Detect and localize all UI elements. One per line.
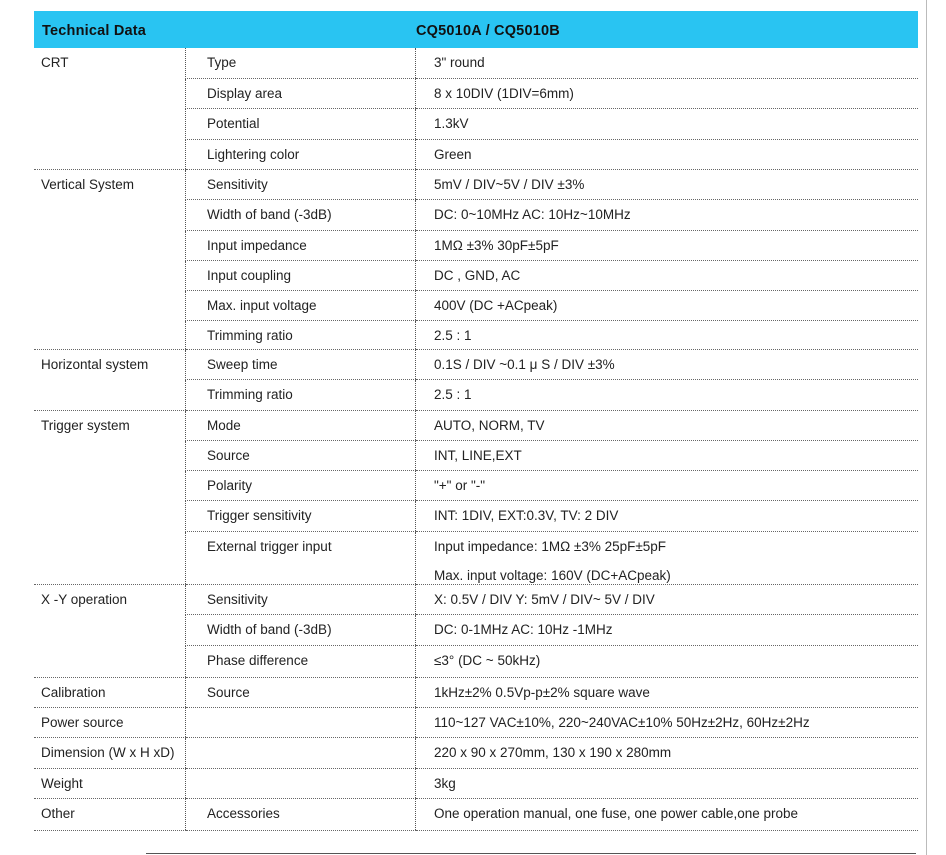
value-cell xyxy=(416,470,919,500)
spec-row xyxy=(34,78,918,108)
param-label: Type xyxy=(207,55,237,70)
spec-row xyxy=(34,108,918,139)
group-name: Calibration xyxy=(41,684,106,700)
value-cell xyxy=(416,108,919,139)
value-text: 400V (DC +ACpeak) xyxy=(434,297,558,313)
group-cell xyxy=(34,531,186,584)
table-header xyxy=(34,11,918,48)
param-label xyxy=(207,769,415,776)
param-label: Max. input voltage xyxy=(207,297,317,313)
group-cell xyxy=(34,500,186,531)
value-cell xyxy=(416,260,919,290)
param-cell xyxy=(186,768,416,798)
param-cell xyxy=(186,707,416,737)
value-text-secondary: Max. input voltage: 160V (DC+ACpeak) xyxy=(434,567,671,583)
spec-row xyxy=(34,379,918,410)
value-cell xyxy=(416,199,919,230)
param-cell xyxy=(186,614,416,645)
param-label: Polarity xyxy=(207,477,253,493)
group-cell xyxy=(34,349,186,379)
group-cell xyxy=(34,139,186,169)
param-label: Source xyxy=(207,684,250,700)
value-cell xyxy=(416,230,919,260)
param-label: Width of band (-3dB) xyxy=(207,621,332,637)
param-cell xyxy=(186,410,416,440)
value-cell xyxy=(416,531,919,584)
param-cell xyxy=(186,290,416,320)
param-label: Input impedance xyxy=(207,237,307,253)
value-cell xyxy=(416,707,919,737)
param-cell xyxy=(186,440,416,470)
param-label: Trigger sensitivity xyxy=(207,507,312,523)
spec-row xyxy=(34,584,918,614)
value-cell xyxy=(416,737,919,768)
param-label xyxy=(207,708,415,715)
value-text: INT, LINE,EXT xyxy=(434,447,522,463)
value-cell xyxy=(416,584,919,614)
group-name: CRT xyxy=(41,55,69,70)
group-cell xyxy=(34,584,186,614)
param-label: Display area xyxy=(207,85,283,101)
param-cell xyxy=(186,470,416,500)
value-cell xyxy=(416,139,919,169)
group-cell xyxy=(34,410,186,440)
group-cell xyxy=(34,645,186,677)
group-name: Dimension (W x H xD) xyxy=(41,744,175,760)
spec-row xyxy=(34,677,918,707)
spec-row xyxy=(34,614,918,645)
value-text: X: 0.5V / DIV Y: 5mV / DIV~ 5V / DIV xyxy=(434,591,655,607)
spec-table xyxy=(34,48,918,831)
spec-row xyxy=(34,798,918,830)
param-label: Sensitivity xyxy=(207,591,268,607)
param-cell xyxy=(186,78,416,108)
value-text: 110~127 VAC±10%, 220~240VAC±10% 50Hz±2Hz, 60Hz±2Hz xyxy=(434,714,810,730)
value-cell xyxy=(416,48,919,78)
spec-row xyxy=(34,48,918,78)
group-cell xyxy=(34,108,186,139)
value-text: 2.5 : 1 xyxy=(434,327,472,343)
param-cell xyxy=(186,199,416,230)
param-cell xyxy=(186,645,416,677)
value-text: 8 x 10DIV (1DIV=6mm) xyxy=(434,85,574,101)
param-cell xyxy=(186,584,416,614)
param-label: Mode xyxy=(207,417,241,433)
group-cell xyxy=(34,614,186,645)
spec-row xyxy=(34,707,918,737)
group-name: Weight xyxy=(41,775,83,791)
param-cell xyxy=(186,108,416,139)
value-text: One operation manual, one fuse, one power cable,one probe xyxy=(434,805,799,821)
value-text: Input impedance: 1MΩ ±3% 25pF±5pF xyxy=(434,538,667,554)
group-cell xyxy=(34,768,186,798)
value-cell xyxy=(416,645,919,677)
group-cell xyxy=(34,230,186,260)
value-cell xyxy=(416,614,919,645)
group-cell xyxy=(34,798,186,830)
value-text: 1kHz±2% 0.5Vp-p±2% square wave xyxy=(434,684,650,700)
group-cell xyxy=(34,48,186,78)
value-text: "+" or "-" xyxy=(434,477,486,493)
value-cell xyxy=(416,169,919,199)
group-cell xyxy=(34,707,186,737)
group-cell xyxy=(34,169,186,199)
page-edge-rule xyxy=(926,0,927,855)
param-label xyxy=(207,738,415,745)
value-cell xyxy=(416,290,919,320)
value-cell xyxy=(416,677,919,707)
value-text: INT: 1DIV, EXT:0.3V, TV: 2 DIV xyxy=(434,507,619,523)
value-cell xyxy=(416,320,919,349)
group-cell xyxy=(34,199,186,230)
param-cell xyxy=(186,320,416,349)
group-cell xyxy=(34,78,186,108)
group-name: Power source xyxy=(41,714,124,730)
value-cell xyxy=(416,440,919,470)
technical-data-sheet xyxy=(34,11,918,831)
param-label: Trimming ratio xyxy=(207,386,293,402)
param-cell xyxy=(186,139,416,169)
value-text: DC: 0-1MHz AC: 10Hz -1MHz xyxy=(434,621,613,637)
value-cell xyxy=(416,349,919,379)
param-cell xyxy=(186,169,416,199)
param-label: Lightering color xyxy=(207,146,300,162)
spec-row xyxy=(34,230,918,260)
group-name: Trigger system xyxy=(41,417,130,433)
group-name: Other xyxy=(41,805,75,821)
group-cell xyxy=(34,677,186,707)
param-cell xyxy=(186,48,416,78)
param-cell xyxy=(186,230,416,260)
value-text: ≤3° (DC ~ 50kHz) xyxy=(434,652,541,668)
spec-row xyxy=(34,470,918,500)
param-label: Potential xyxy=(207,115,260,131)
value-text: 1.3kV xyxy=(434,115,469,131)
spec-row xyxy=(34,500,918,531)
value-text: 5mV / DIV~5V / DIV ±3% xyxy=(434,176,585,192)
param-cell xyxy=(186,737,416,768)
spec-row xyxy=(34,349,918,379)
spec-row xyxy=(34,645,918,677)
value-text: 220 x 90 x 270mm, 130 x 190 x 280mm xyxy=(434,744,672,760)
param-cell xyxy=(186,500,416,531)
spec-row xyxy=(34,199,918,230)
header-model: CQ5010A / CQ5010B xyxy=(416,23,560,39)
group-cell xyxy=(34,470,186,500)
group-cell xyxy=(34,379,186,410)
value-text: 1MΩ ±3% 30pF±5pF xyxy=(434,237,559,253)
param-label: Width of band (-3dB) xyxy=(207,206,332,222)
value-text: DC: 0~10MHz AC: 10Hz~10MHz xyxy=(434,206,631,222)
spec-row xyxy=(34,440,918,470)
param-cell xyxy=(186,349,416,379)
group-cell xyxy=(34,290,186,320)
group-cell xyxy=(34,320,186,349)
group-name: Vertical System xyxy=(41,176,135,192)
value-text: Green xyxy=(434,146,472,162)
param-label: Sensitivity xyxy=(207,176,268,192)
param-label: External trigger input xyxy=(207,538,332,554)
table-bottom-rule xyxy=(146,853,916,854)
param-label: Input coupling xyxy=(207,267,292,283)
value-cell xyxy=(416,379,919,410)
spec-row xyxy=(34,260,918,290)
group-name: Horizontal system xyxy=(41,356,149,372)
value-text: 3kg xyxy=(434,775,456,791)
spec-row xyxy=(34,169,918,199)
param-cell xyxy=(186,260,416,290)
param-label: Source xyxy=(207,447,250,463)
value-text: AUTO, NORM, TV xyxy=(434,417,545,433)
spec-row xyxy=(34,290,918,320)
spec-row xyxy=(34,531,918,584)
value-cell xyxy=(416,78,919,108)
value-cell xyxy=(416,798,919,830)
value-cell xyxy=(416,410,919,440)
param-label: Trimming ratio xyxy=(207,327,293,343)
param-cell xyxy=(186,531,416,584)
param-label: Sweep time xyxy=(207,356,278,372)
header-technical-data: Technical Data xyxy=(42,23,147,39)
value-text: DC , GND, AC xyxy=(434,267,521,283)
value-cell xyxy=(416,500,919,531)
param-cell xyxy=(186,379,416,410)
param-cell xyxy=(186,798,416,830)
param-label: Phase difference xyxy=(207,652,309,668)
value-text: 0.1S / DIV ~0.1 μ S / DIV ±3% xyxy=(434,356,615,372)
group-cell xyxy=(34,260,186,290)
spec-row xyxy=(34,320,918,349)
spec-row xyxy=(34,139,918,169)
param-cell xyxy=(186,677,416,707)
group-cell xyxy=(34,737,186,768)
param-label: Accessories xyxy=(207,805,280,821)
value-cell xyxy=(416,768,919,798)
spec-row xyxy=(34,737,918,768)
spec-row xyxy=(34,768,918,798)
group-name: X -Y operation xyxy=(41,591,128,607)
value-text: 2.5 : 1 xyxy=(434,386,472,402)
group-cell xyxy=(34,440,186,470)
value-text: 3" round xyxy=(434,55,485,70)
spec-row xyxy=(34,410,918,440)
